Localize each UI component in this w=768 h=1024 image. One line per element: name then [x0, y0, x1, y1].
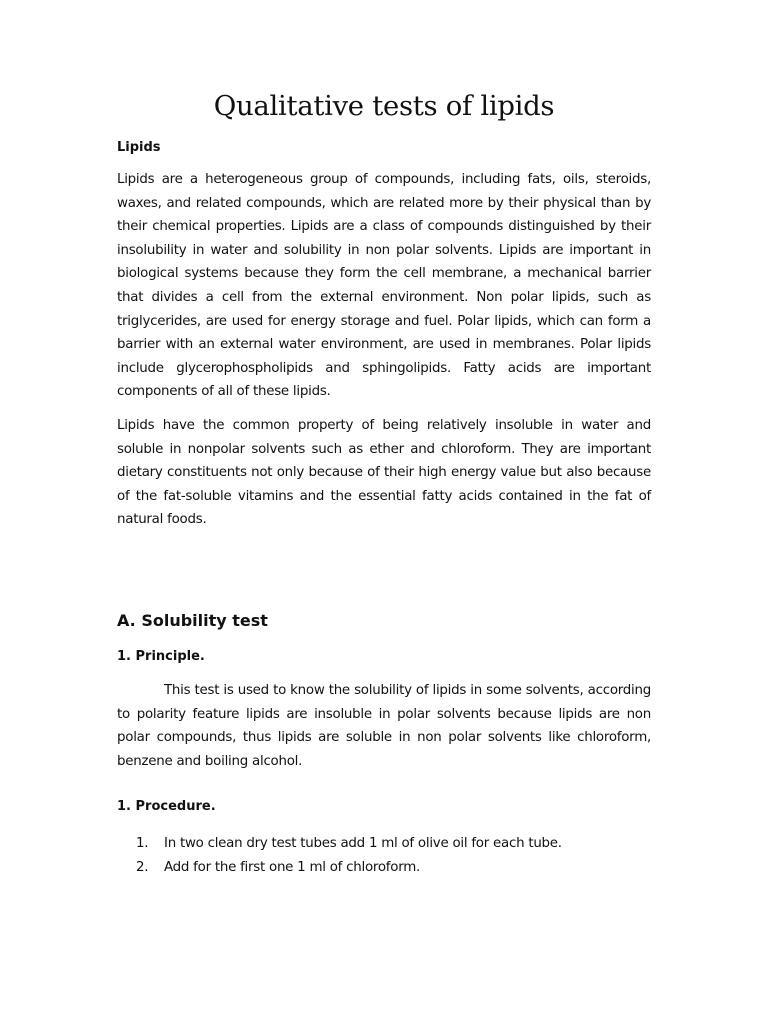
section-a-heading: A. Solubility test: [117, 610, 268, 630]
principle-heading: 1. Principle.: [117, 648, 205, 664]
procedure-step: [117, 832, 651, 856]
step-number: 1.: [136, 836, 149, 852]
procedure-heading: 1. Procedure.: [117, 799, 216, 815]
intro-paragraph-2: Lipids have the common property of being relatively insoluble in water and soluble in nonpolar solvents such as ether and chloroform. They are important dietary constituents not only because of their high energy value but also because of the fat-soluble vitamins and the essential fatty acids contained in the fat of natural foods.: [117, 417, 651, 528]
procedure-steps: [117, 832, 651, 879]
principle-paragraph: This test is used to know the solubility of lipids in some solvents, according to polarity feature lipids are insoluble in polar solvents because lipids are non polar compounds, thus lipids are soluble in non polar solvents like chloroform, benzene and boiling alcohol.: [117, 682, 651, 769]
step-text: In two clean dry test tubes add 1 ml of olive oil for each tube.: [164, 836, 562, 852]
document-title: Qualitative tests of lipids: [213, 90, 555, 122]
intro-heading: Lipids: [117, 140, 161, 155]
intro-paragraph-1: Lipids are a heterogeneous group of compounds, including fats, oils, steroids, waxes, and related compounds, which are related more by their physical than by their chemical properties. Lipids are a class of compounds distinguished by their insolubility in water and solubility in non polar solvents. Lipids are important in biological systems because they form the cell membrane, a mechanical barrier that divides a cell from the external environment. Non polar lipids, such as triglycerides, are used for energy storage and fuel. Polar lipids, which can form a barrier with an external water environment, are used in membranes. Polar lipids include glycerophospholipids and sphingolipids. Fatty acids are important components of all of these lipids.: [117, 172, 651, 400]
procedure-step: [117, 856, 651, 880]
step-number: 2.: [136, 859, 149, 875]
step-text: Add for the first one 1 ml of chloroform.: [164, 859, 421, 875]
